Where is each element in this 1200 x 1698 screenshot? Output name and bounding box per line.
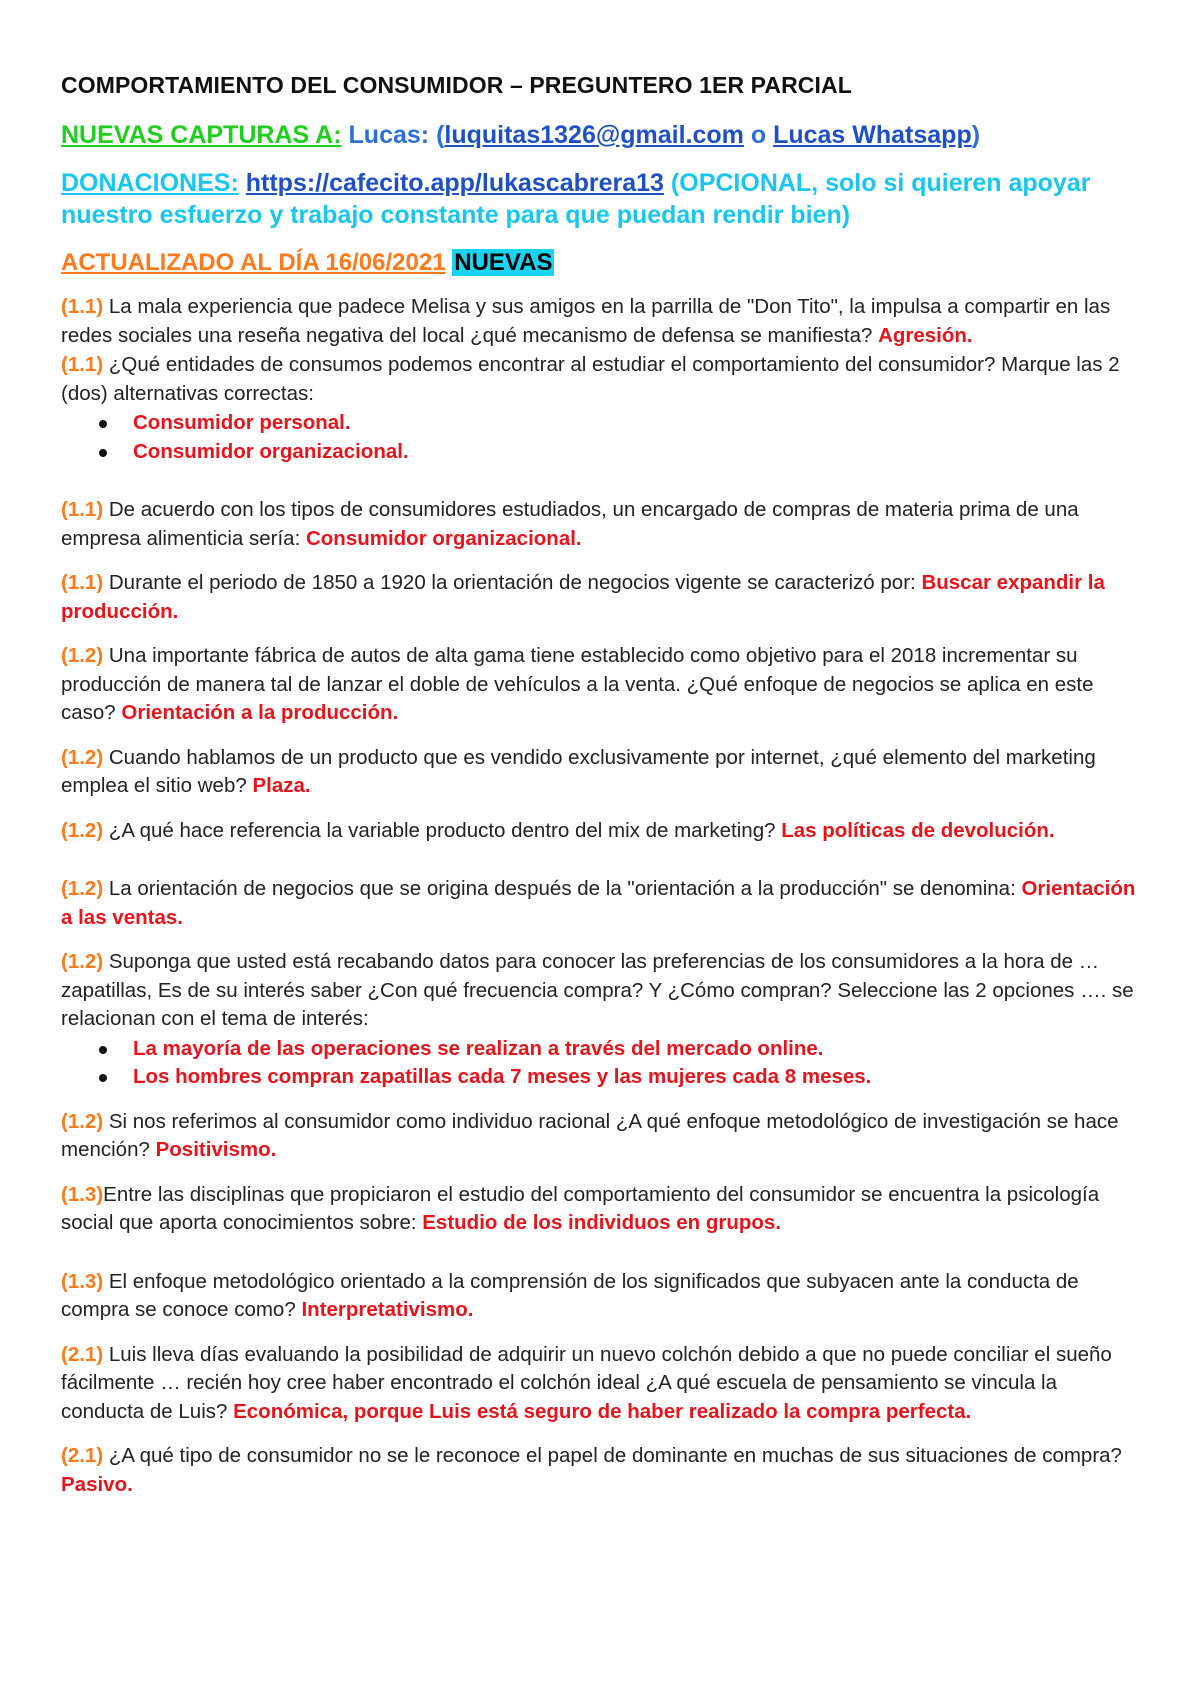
donations-block — [61, 167, 1140, 231]
question-number: (1.3) — [61, 1269, 104, 1293]
answer-option: Los hombres compran zapatillas cada 7 meses y las mujeres cada 8 meses. — [133, 1063, 1140, 1092]
question-number: (1.2) — [61, 644, 104, 667]
cafecito-link[interactable]: https://cafecito.app/lukascabrera13 — [245, 169, 664, 197]
answer: Pasivo. — [61, 1472, 133, 1496]
whatsapp-link[interactable]: Lucas Whatsapp — [773, 121, 972, 149]
question-text: Suponga que usted está recabando datos para conocer las preferencias de los consumidores a la hora de … zapatillas, Es de su interés saber ¿Con qué frecuencia compra? Y ¿Cómo compran? Seleccione las 2 opciones …. se relacionan con el tema de interés: — [61, 950, 1134, 1030]
question-number: (1.1) — [61, 571, 104, 594]
question — [61, 875, 1140, 932]
question-number: (1.2) — [61, 818, 104, 842]
updated-line — [61, 247, 1140, 279]
answer: Consumidor organizacional. — [305, 526, 582, 550]
question — [61, 817, 1140, 846]
email-link[interactable]: luquitas1326@gmail.com — [444, 121, 744, 149]
answer: Orientación a las ventas. — [61, 877, 1136, 929]
answer: Plaza. — [252, 774, 311, 797]
question-text: Cuando hablamos de un producto que es vendido exclusivamente por internet, ¿qué elemento del marketing emplea el sitio web? — [61, 745, 1096, 797]
answer-option: La mayoría de las operaciones se realizan a través del mercado online. — [133, 1035, 1140, 1064]
question-number: (1.3) — [61, 1182, 104, 1206]
answer: Estudio de los individuos en grupos. — [422, 1211, 782, 1234]
question-text: La orientación de negocios que se origina después de la "orientación a la producción" se denomina: — [108, 877, 1016, 900]
question-text: Entre las disciplinas que propiciaron el estudio del comportamiento del consumidor se encuentra la psicología social que aporta conocimientos sobre: — [61, 1182, 1100, 1234]
donations-label: DONACIONES: — [61, 169, 239, 197]
captures-name: Lucas: — [348, 121, 430, 149]
answer: Positivismo. — [155, 1138, 277, 1161]
answer: Económica, porque Luis está seguro de haber realizado la compra perfecta. — [233, 1399, 972, 1423]
captures-close-paren: ) — [971, 121, 981, 149]
question-text: Durante el periodo de 1850 a 1920 la orientación de negocios vigente se caracterizó por: — [108, 571, 916, 594]
question — [61, 351, 1140, 408]
question — [61, 1341, 1140, 1427]
question — [61, 744, 1140, 801]
answer: Orientación a la producción. — [121, 701, 399, 724]
question-number: (1.2) — [61, 745, 104, 769]
question-number: (1.1) — [61, 353, 104, 376]
question-number: (1.2) — [61, 1109, 104, 1133]
question-number: (2.1) — [61, 1342, 104, 1366]
question-text: ¿Qué entidades de consumos podemos encontrar al estudiar el comportamiento del consumidor? Marque las 2 (dos) alternativas correctas: — [61, 353, 1120, 405]
captures-line — [61, 119, 1140, 151]
answer: Las políticas de devolución. — [781, 818, 1055, 842]
question — [61, 496, 1140, 553]
answer: Buscar expandir la producción. — [61, 571, 1105, 623]
question-text: La mala experiencia que padece Melisa y sus amigos en la parrilla de "Don Tito", la impulsa a compartir en las redes sociales una reseña negativa del local ¿qué mecanismo de defensa se manifiesta? — [61, 295, 1111, 347]
question-text: ¿A qué hace referencia la variable producto dentro del mix de marketing? — [108, 818, 776, 842]
question-number: (1.1) — [61, 295, 104, 318]
question — [61, 1442, 1140, 1499]
question-text: El enfoque metodológico orientado a la comprensión de los significados que subyacen ante la conducta de compra se conoce como? — [61, 1269, 1079, 1321]
question-text: ¿A qué tipo de consumidor no se le reconoce el papel de dominante en muchas de sus situaciones de compra? — [108, 1444, 1122, 1467]
answer-options — [61, 1035, 1140, 1092]
question — [61, 948, 1140, 1034]
captures-label: NUEVAS CAPTURAS A: — [61, 121, 342, 149]
updated-date: ACTUALIZADO AL DÍA 16/06/2021 — [61, 249, 446, 276]
question — [61, 1181, 1140, 1238]
answer: Agresión. — [878, 323, 973, 347]
answer-options — [61, 409, 1140, 466]
question-text: Luis lleva días evaluando la posibilidad de adquirir un nuevo colchón debido a que no puede conciliar el sueño fácilmente … recién hoy cree haber encontrado el colchón ideal ¿A qué escuela de pensamiento se vincula la conducta de Luis? — [61, 1342, 1112, 1423]
document-title: COMPORTAMIENTO DEL CONSUMIDOR – PREGUNTERO 1ER PARCIAL — [61, 72, 852, 98]
question — [61, 569, 1140, 626]
captures-or: o — [750, 121, 767, 149]
question-number: (1.1) — [61, 498, 104, 521]
answer: Interpretativismo. — [301, 1298, 474, 1321]
donations-note: (OPCIONAL, solo si quieren apoyar nuestro esfuerzo y trabajo constante para que puedan rendir bien) — [61, 169, 1091, 229]
answer-option: Consumidor personal. — [133, 409, 1140, 438]
question — [61, 1108, 1140, 1165]
new-badge: NUEVAS — [454, 249, 553, 276]
question-text: Una importante fábrica de autos de alta gama tiene establecido como objetivo para el 2018 incrementar su producción de manera tal de lanzar el doble de vehículos a la venta. ¿Qué enfoque de negocios se aplica en este caso? — [61, 644, 1094, 724]
question-number: (1.2) — [61, 877, 104, 900]
captures-open-paren: ( — [436, 121, 445, 149]
question-text: De acuerdo con los tipos de consumidores estudiados, un encargado de compras de materia prima de una empresa alimenticia sería: — [61, 498, 1079, 550]
answer-option: Consumidor organizacional. — [133, 438, 1140, 467]
question — [61, 642, 1140, 728]
question-number: (1.2) — [61, 950, 104, 973]
question-number: (2.1) — [61, 1444, 104, 1467]
question — [61, 1268, 1140, 1325]
question-text: Si nos referimos al consumidor como individuo racional ¿A qué enfoque metodológico de investigación se hace mención? — [61, 1109, 1119, 1161]
question — [61, 293, 1140, 350]
